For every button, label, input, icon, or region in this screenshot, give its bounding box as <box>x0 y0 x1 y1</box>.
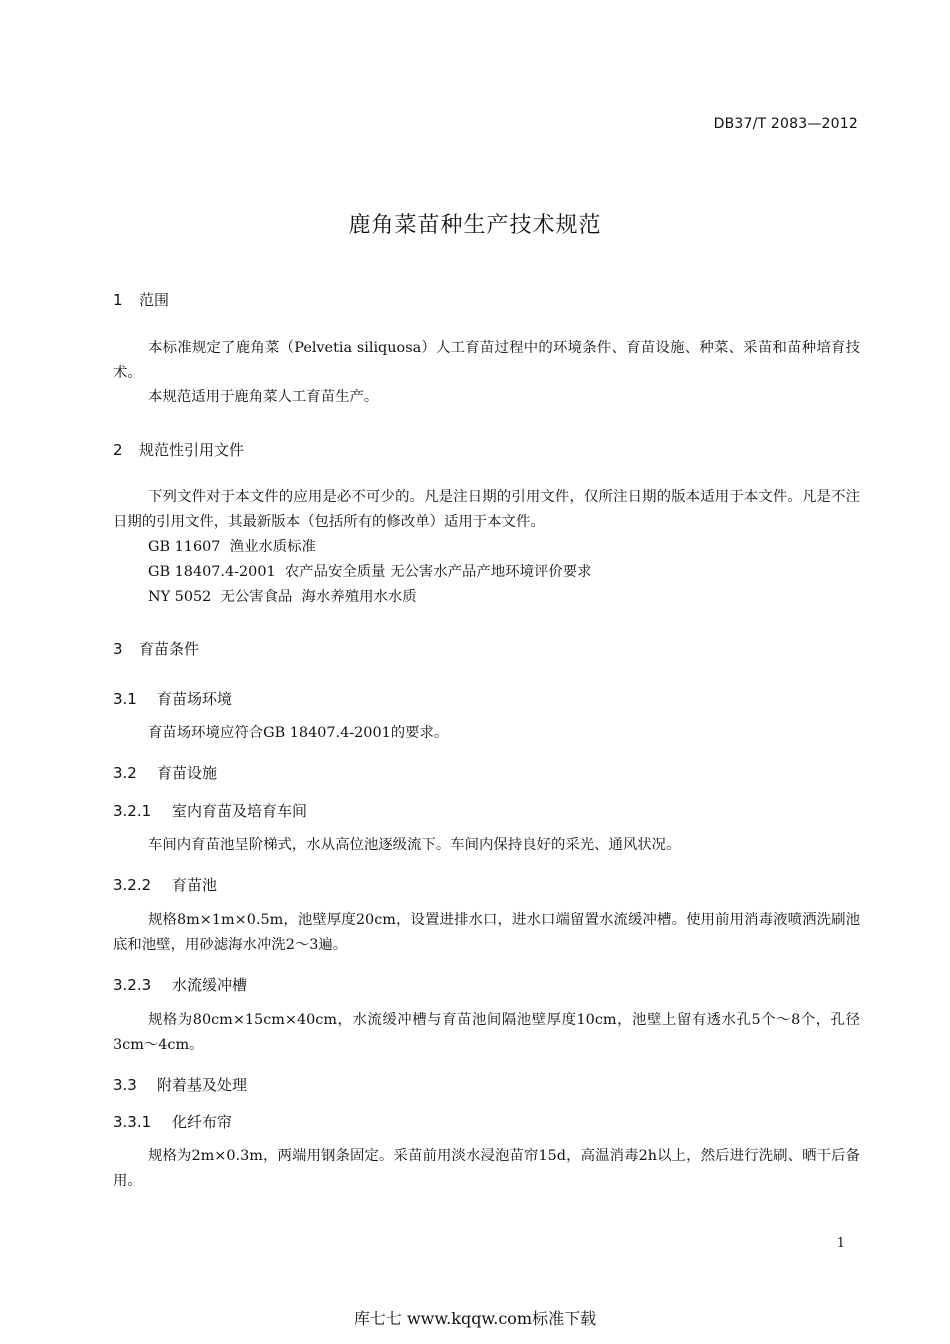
reference-item: GB 11607 渔业水质标准 <box>148 539 316 555</box>
paragraph: 育苗场环境应符合GB 18407.4-2001的要求。 <box>148 725 449 741</box>
section-number: 3.2.1 <box>113 802 152 820</box>
section-title: 育苗条件 <box>139 640 200 658</box>
paragraph: 规格为80cm×15cm×40cm，水流缓冲槽与育苗池间隔池壁厚度10cm，池壁上留有透水孔5个～8个，孔径3cm～4cm。 <box>113 1012 860 1053</box>
section-number: 3 <box>113 640 123 658</box>
paragraph: 下列文件对于本文件的应用是必不可少的。凡是注日期的引用文件，仅所注日期的版本适用于本文件。凡是不注日期的引用文件，其最新版本（包括所有的修改单）适用于本文件。 <box>113 489 860 530</box>
section-number: 2 <box>113 441 123 459</box>
section-number: 3.3 <box>113 1076 137 1094</box>
section-number: 1 <box>113 291 123 309</box>
paragraph: 本规范适用于鹿角菜人工育苗生产。 <box>148 389 379 405</box>
section-number: 3.1 <box>113 690 137 708</box>
reference-item: GB 18407.4-2001 农产品安全质量 无公害水产品产地环境评价要求 <box>148 564 592 580</box>
section-number: 3.2.3 <box>113 976 152 994</box>
section-title: 附着基及处理 <box>157 1076 248 1094</box>
reference-item: NY 5052 无公害食品 海水养殖用水水质 <box>148 589 417 605</box>
paragraph: 本标准规定了鹿角菜（Pelvetia siliquosa）人工育苗过程中的环境条件、育苗设施、种菜、采苗和苗种培育技术。 <box>113 340 860 381</box>
standard-code: DB37/T 2083—2012 <box>713 116 858 132</box>
section-title: 育苗设施 <box>157 764 218 782</box>
section-3-heading <box>113 638 199 659</box>
section-title: 水流缓冲槽 <box>172 976 248 994</box>
document-title: 鹿角菜苗种生产技术规范 <box>348 213 602 238</box>
paragraph: 车间内育苗池呈阶梯式，水从高位池逐级流下。车间内保持良好的采光、通风状况。 <box>148 837 681 853</box>
section-title: 化纤布帘 <box>172 1113 233 1131</box>
subsection-3-2-2-heading <box>113 874 217 895</box>
subsection-3-3-heading <box>113 1074 247 1095</box>
section-title: 育苗池 <box>172 876 218 894</box>
section-title: 规范性引用文件 <box>139 441 245 459</box>
section-2-heading <box>113 439 244 460</box>
subsection-3-1-heading <box>113 688 232 709</box>
subsection-3-2-1-heading <box>113 800 307 821</box>
section-title: 室内育苗及培育车间 <box>172 802 308 820</box>
subsection-3-2-3-heading <box>113 974 247 995</box>
section-number: 3.3.1 <box>113 1113 152 1131</box>
page-number: 1 <box>836 1236 845 1251</box>
section-title: 范围 <box>139 291 170 309</box>
section-number: 3.2 <box>113 764 137 782</box>
paragraph: 规格为2m×0.3m，两端用钢条固定。采苗前用淡水浸泡苗帘15d，高温消毒2h以上，然后进行洗刷、晒干后备用。 <box>113 1148 860 1189</box>
subsection-3-2-heading <box>113 762 217 783</box>
footer-watermark: 库七七 www.kqqw.com标准下载 <box>353 1309 597 1328</box>
section-1-heading <box>113 289 169 310</box>
section-title: 育苗场环境 <box>157 690 233 708</box>
subsection-3-3-1-heading <box>113 1111 232 1132</box>
paragraph: 规格8m×1m×0.5m，池壁厚度20cm，设置进排水口，进水口端留置水流缓冲槽。使用前用消毒液喷洒洗刷池底和池壁，用砂滤海水冲洗2～3遍。 <box>113 912 860 953</box>
section-number: 3.2.2 <box>113 876 152 894</box>
